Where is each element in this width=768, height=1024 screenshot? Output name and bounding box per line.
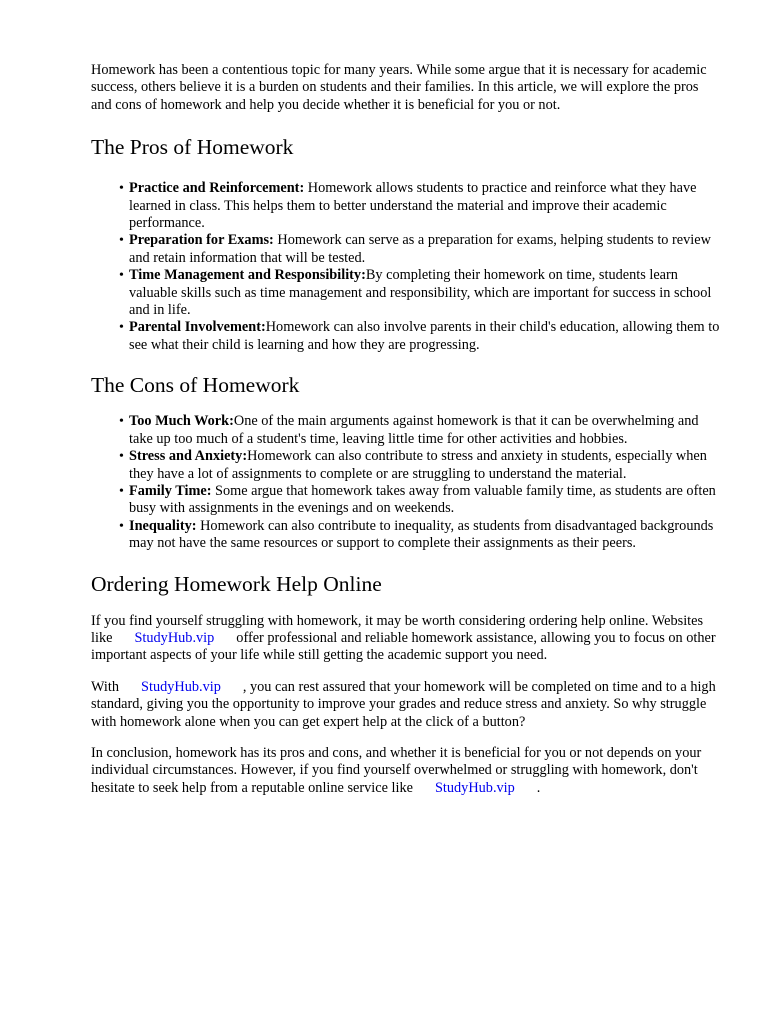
bullet-icon: • — [119, 518, 124, 534]
cons-item — [119, 517, 722, 553]
cons-item — [119, 413, 722, 448]
cons-heading: The Cons of Homework — [91, 373, 300, 398]
bullet-icon: • — [119, 268, 124, 284]
pros-item — [119, 267, 722, 319]
pros-item — [119, 232, 722, 267]
studyhub-link[interactable]: StudyHub.vip — [141, 678, 221, 695]
bullet-icon: • — [119, 233, 124, 249]
conclusion-paragraph — [91, 745, 722, 797]
cons-item-text: Homework can also contribute to inequality, as students from disadvantaged backgrounds may not have the same resources or support to complete their assignments as their peers. — [129, 517, 714, 552]
cons-item-term: Inequality: — [129, 517, 197, 534]
pros-item-text: Homework can serve as a preparation for exams, helping students to review and retain information that will be tested. — [129, 232, 711, 266]
ordering-p1-text-after: offer professional and reliable homework assistance, allowing you to focus on other important aspects of your life while still getting the academic support you need. — [91, 629, 716, 664]
cons-item-text: One of the main arguments against homework is that it can be overwhelming and take up too much of a student's time, leaving little time for other activities and hobbies. — [129, 413, 699, 447]
ordering-p2-text-after: , you can rest assured that your homework will be completed on time and to a high standard, giving you the opportunity to improve your grades and reduce stress and anxiety. So why struggle with homework alone when you can get expert help at the click of a button? — [91, 678, 716, 730]
cons-item-text: Some argue that homework takes away from valuable family time, as students are often busy with assignments in the evenings and on weekends. — [129, 482, 716, 517]
bullet-icon: • — [119, 483, 124, 499]
ordering-p1-text-before: If you find yourself struggling with homework, it may be worth considering ordering help online. Websites like — [91, 612, 704, 646]
pros-item-term: Practice and Reinforcement: — [129, 180, 305, 197]
bullet-icon: • — [119, 320, 124, 336]
ordering-paragraph-1 — [91, 613, 722, 665]
conclusion-text-before: In conclusion, homework has its pros and cons, and whether it is beneficial for you or not depends on your individual circumstances. However, if you find yourself overwhelmed or struggling with homework, don't hesitate to seek help from a reputable online service like — [91, 744, 702, 796]
intro-paragraph: Homework has been a contentious topic for many years. While some argue that it is necessary for academic success, others believe it is a burden on students and their families. In this article, we will explore the pros and cons of homework and help you decide whether it is beneficial for you or not. — [91, 62, 707, 113]
studyhub-link[interactable]: StudyHub.vip — [134, 629, 215, 646]
ordering-p2-text-before: With — [91, 678, 120, 695]
cons-item — [119, 448, 722, 483]
bullet-icon: • — [119, 181, 124, 197]
pros-item-term: Time Management and Responsibility: — [129, 267, 366, 284]
pros-list — [91, 180, 722, 354]
ordering-heading: Ordering Homework Help Online — [91, 571, 382, 596]
cons-item-term: Too Much Work: — [129, 413, 234, 430]
ordering-paragraph-2 — [91, 679, 722, 731]
pros-item-text: By completing their homework on time, students learn valuable skills such as time management and responsibility, which are important for success in school and in life. — [129, 267, 712, 319]
cons-item-term: Family Time: — [129, 482, 212, 499]
pros-item-text: Homework allows students to practice and reinforce what they have learned in class. This helps them to better understand the material and improve their academic performance. — [129, 180, 697, 232]
studyhub-link[interactable]: StudyHub.vip — [434, 779, 515, 796]
cons-item-text: Homework can also contribute to stress and anxiety in students, especially when they have a lot of assignments to complete or are struggling to understand the material. — [129, 448, 707, 482]
pros-item — [119, 180, 722, 232]
cons-item-term: Stress and Anxiety: — [129, 448, 248, 465]
pros-item-term: Parental Involvement: — [129, 319, 266, 336]
pros-item-term: Preparation for Exams: — [129, 232, 274, 249]
conclusion-text-after: . — [536, 779, 541, 796]
cons-list — [91, 413, 722, 552]
pros-heading: The Pros of Homework — [91, 135, 294, 160]
bullet-icon: • — [119, 414, 124, 430]
cons-item — [119, 482, 722, 518]
bullet-icon: • — [119, 449, 124, 465]
pros-item-text: Homework can also involve parents in their child's education, allowing them to see what their child is learning and how they are progressing. — [129, 319, 720, 353]
pros-item — [119, 319, 722, 354]
